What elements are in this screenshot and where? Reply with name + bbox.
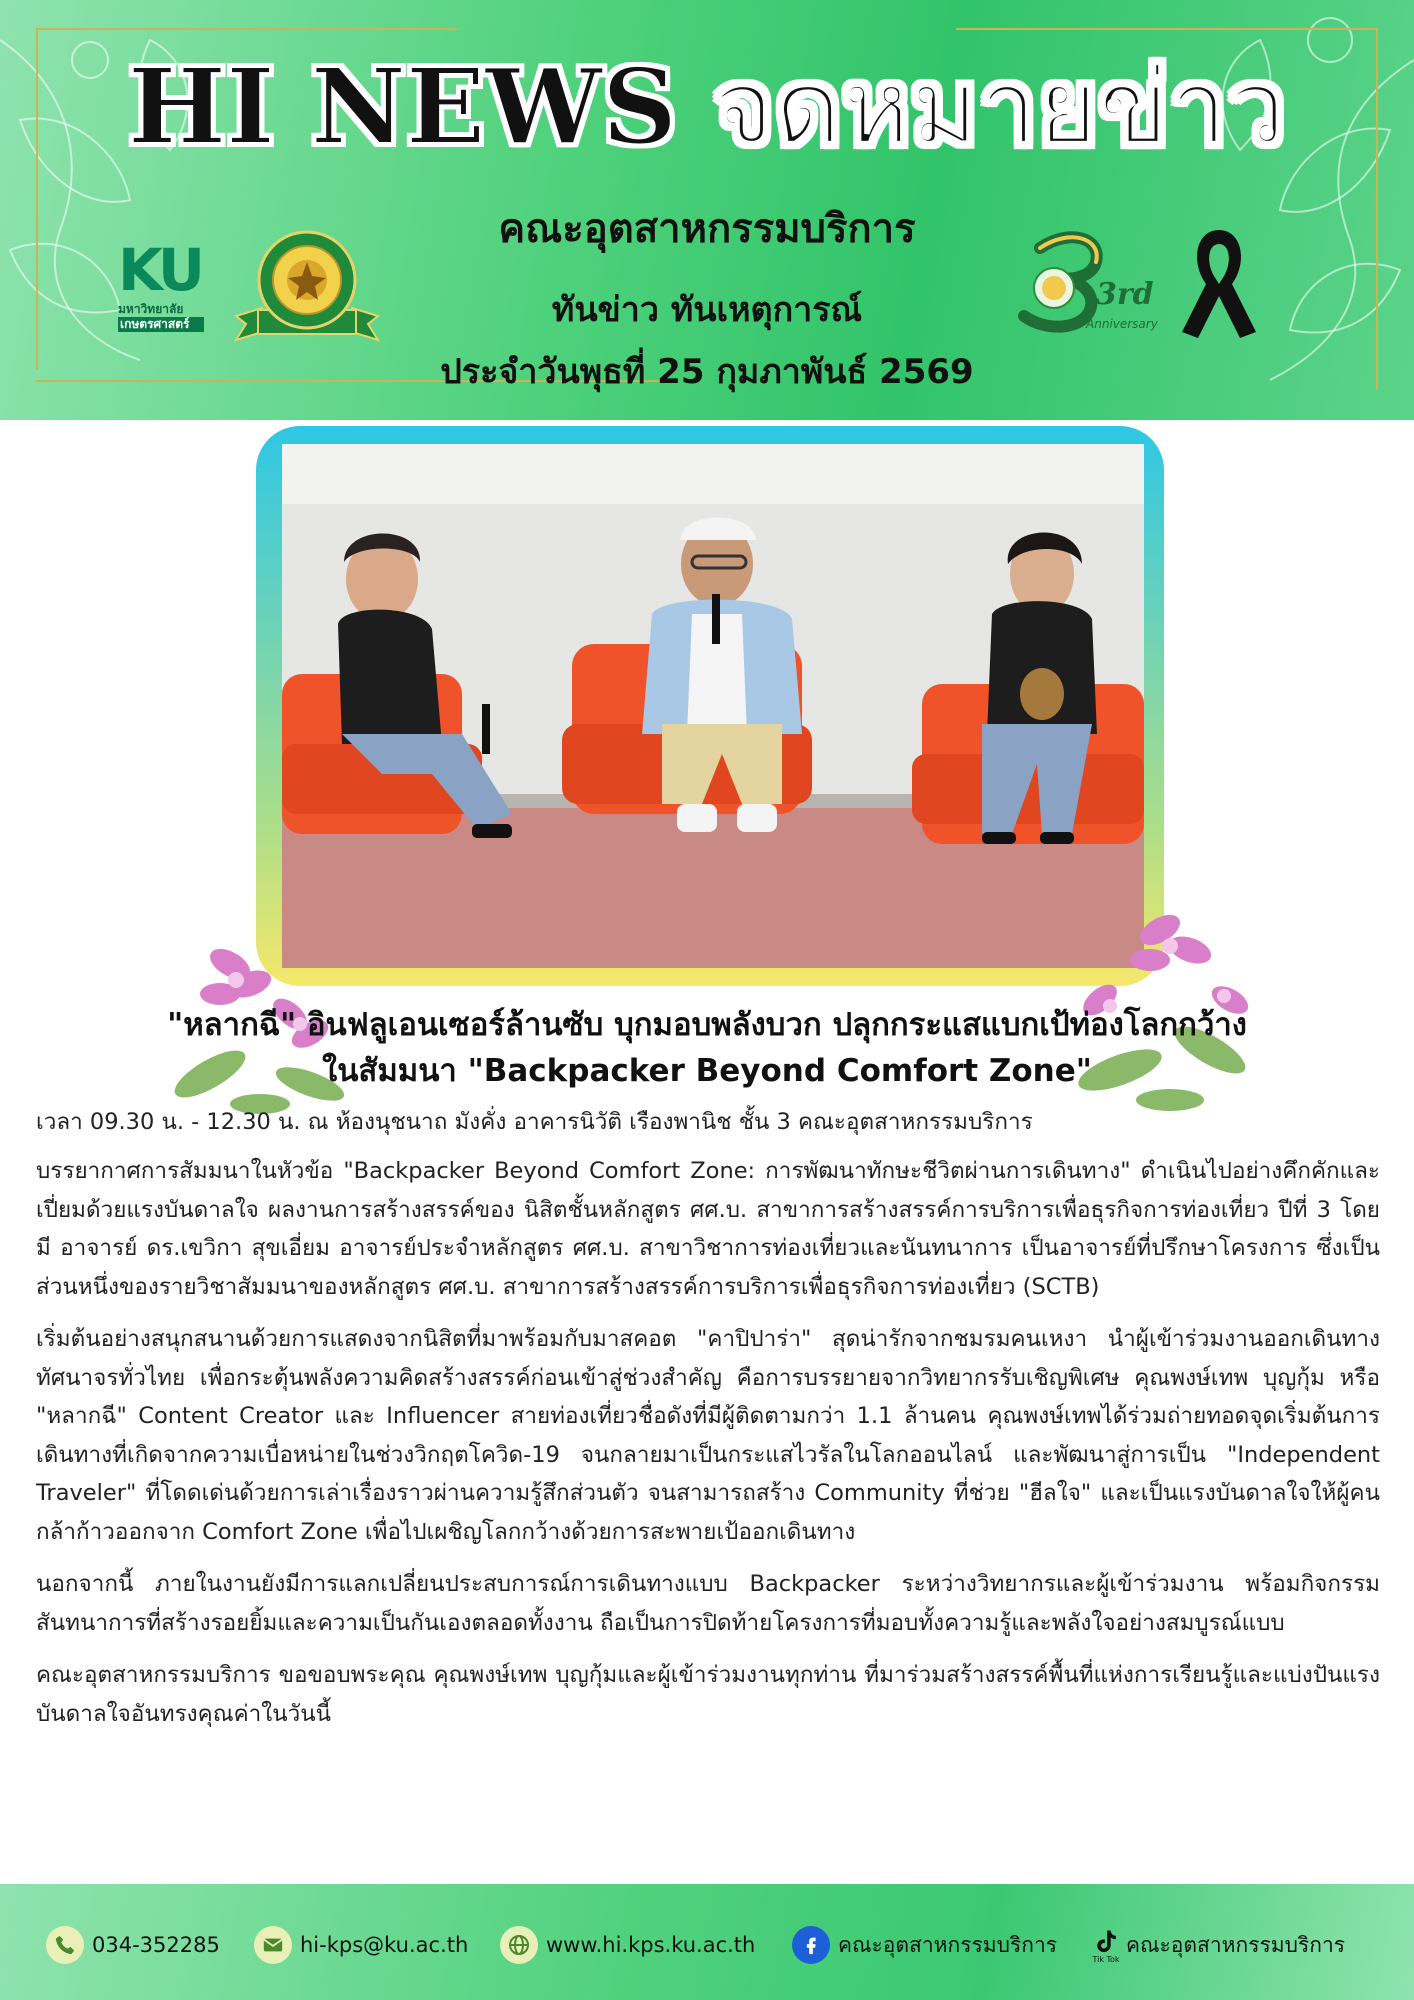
anniversary-number: 3rd [1096, 277, 1154, 312]
headline-line-2: ในสัมมนา "Backpacker Beyond Comfort Zone" [322, 1053, 1092, 1089]
issue-date: ประจำวันพุธที่ 25 กุมภาพันธ์ 2569 [440, 352, 974, 392]
seminar-photo [282, 444, 1144, 968]
paragraph-2: เริ่มต้นอย่างสนุกสนานด้วยการแสดงจากนิสิตที่มาพร้อมกับมาสคอต "คาปิปาร่า" สุดน่ารักจากชมรมคนเหงา นำผู้เข้าร่วมงานออกเดินทางทัศนาจรทั่วไทย เพื่อกระตุ้นพลังความคิดสร้างสรรค์ก่อนเข้าสู่ช่วงสำคัญ คือการบรรยายจากวิทยากรรับเชิญพิเศษ คุณพงษ์เทพ บุญกุ้ม หรือ "หลากฉี" Content Creator และ Influencer สายท่องเที่ยวชื่อดังที่มีผู้ติดตามกว่า 1.1 ล้านคน คุณพงษ์เทพได้ร่วมถ่ายทอดจุดเริ่มต้นการเดินทางที่เกิดจากความเบื่อหน่ายในช่วงวิกฤตโควิด-19 จนกลายมาเป็นกระแสไวรัลในโลกออนไลน์ และพัฒนาสู่การเป็น "Independent Traveler" ที่โดดเด่นด้วยการเล่าเรื่องราวผ่านความรู้สึกส่วนตัว จนสามารถสร้าง Community ที่ช่วย "ฮีลใจ" และเป็นแรงบันดาลใจให้ผู้คนกล้าก้าวออกจาก Comfort Zone เพื่อไปเผชิญโลกกว้างด้วยการสะพายเป้ออกเดินทาง [36, 1326, 1380, 1545]
ku-logo-sub1: มหาวิทยาลัย [118, 302, 184, 316]
article-headline [40, 1002, 1374, 1094]
headline-line-1: "หลากฉี" อินฟลูเอนเซอร์ล้านซับ บุกมอบพลังบวก ปลุกกระแสแบกเป้ท่องโลกกว้าง [167, 1007, 1247, 1043]
3rd-anniversary-logo [1010, 228, 1158, 340]
footer-tiktok[interactable] [1092, 1925, 1345, 1965]
footer-website[interactable] [500, 1925, 755, 1965]
tiktok-icon [1092, 1927, 1120, 1964]
facebook-page: คณะอุตสาหกรรมบริการ [838, 1932, 1058, 1957]
black-ribbon-icon [1176, 222, 1262, 342]
ku-logo [118, 238, 204, 350]
paragraph-3: นอกจากนี้ ภายในงานยังมีการแลกเปลี่ยนประสบการณ์การเดินทางแบบ Backpacker ระหว่างวิทยากรและผู้เข้าร่วมงาน พร้อมกิจกรรมสันทนาการที่สร้างรอยยิ้มและความเป็นกันเองตลอดทั้งงาน ถือเป็นการปิดท้ายโครงการที่มอบทั้งความรู้และพลังใจอย่างสมบูรณ์แบบ [36, 1571, 1380, 1636]
email-icon [254, 1926, 292, 1964]
seal-logo [232, 228, 382, 348]
faculty-name: คณะอุตสาหกรรมบริการ [498, 206, 916, 252]
paragraph-4: คณะอุตสาหกรรมบริการ ขอขอบพระคุณ คุณพงษ์เทพ บุญกุ้มและผู้เข้าร่วมงานทุกท่าน ที่มาร่วมสร้างสรรค์พื้นที่แห่งการเรียนรู้และแบ่งปันแรงบันดาลใจอันทรงคุณค่าในวันนี้ [36, 1662, 1380, 1727]
tiktok-label: Tik Tok [1092, 1954, 1120, 1964]
header-banner [0, 0, 1414, 420]
website-url: www.hi.kps.ku.ac.th [546, 1933, 756, 1957]
footer-phone[interactable] [46, 1925, 220, 1965]
tiktok-account: คณะอุตสาหกรรมบริการ [1126, 1932, 1346, 1957]
paragraph-1: บรรยากาศการสัมมนาในหัวข้อ "Backpacker Beyond Comfort Zone: การพัฒนาทักษะชีวิตผ่านการเดินทาง" ดำเนินไปอย่างคึกคักและเปี่ยมด้วยแรงบันดาลใจ ผลงานการสร้างสรรค์ของ นิสิตชั้นหลักสูตร ศศ.บ. สาขาการสร้างสรรค์การบริการเพื่อธุรกิจการท่องเที่ยว ปีที่ 3 โดยมี อาจารย์ ดร.เขวิกา สุขเอี่ยม อาจารย์ประจำหลักสูตร ศศ.บ. สาขาวิชาการท่องเที่ยวและนันทนาการ เป็นอาจารย์ที่ปรึกษาโครงการ ซึ่งเป็นส่วนหนึ่งของรายวิชาสัมมนาของหลักสูตร ศศ.บ. สาขาการสร้างสรรค์การบริการเพื่อธุรกิจการท่องเที่ยว (SCTB) [36, 1158, 1380, 1300]
anniversary-word: Anniversary [1086, 317, 1158, 331]
ku-logo-text: KU [118, 236, 202, 304]
phone-icon [46, 1926, 84, 1964]
slogan: ทันข่าว ทันเหตุการณ์ [551, 290, 863, 330]
ku-logo-sub2: เกษตรศาสตร์ [118, 317, 204, 332]
phone-number: 034-352285 [92, 1933, 220, 1957]
footer-email[interactable] [254, 1925, 468, 1965]
facebook-icon [792, 1926, 830, 1964]
footer-facebook[interactable] [792, 1925, 1057, 1965]
event-time-location: เวลา 09.30 น. - 12.30 น. ณ ห้องนุชนาถ มังคั่ง อาคารนิวัติ เรืองพานิช ชั้น 3 คณะอุตสาหกรรมบริการ [36, 1109, 1033, 1135]
article-body [36, 1152, 1380, 1747]
email-address: hi-kps@ku.ac.th [300, 1933, 469, 1957]
newsletter-title: HI NEWS จดหมายข่าว [127, 45, 1287, 168]
seminar-photo-illustration [282, 444, 1144, 968]
globe-icon [500, 1926, 538, 1964]
